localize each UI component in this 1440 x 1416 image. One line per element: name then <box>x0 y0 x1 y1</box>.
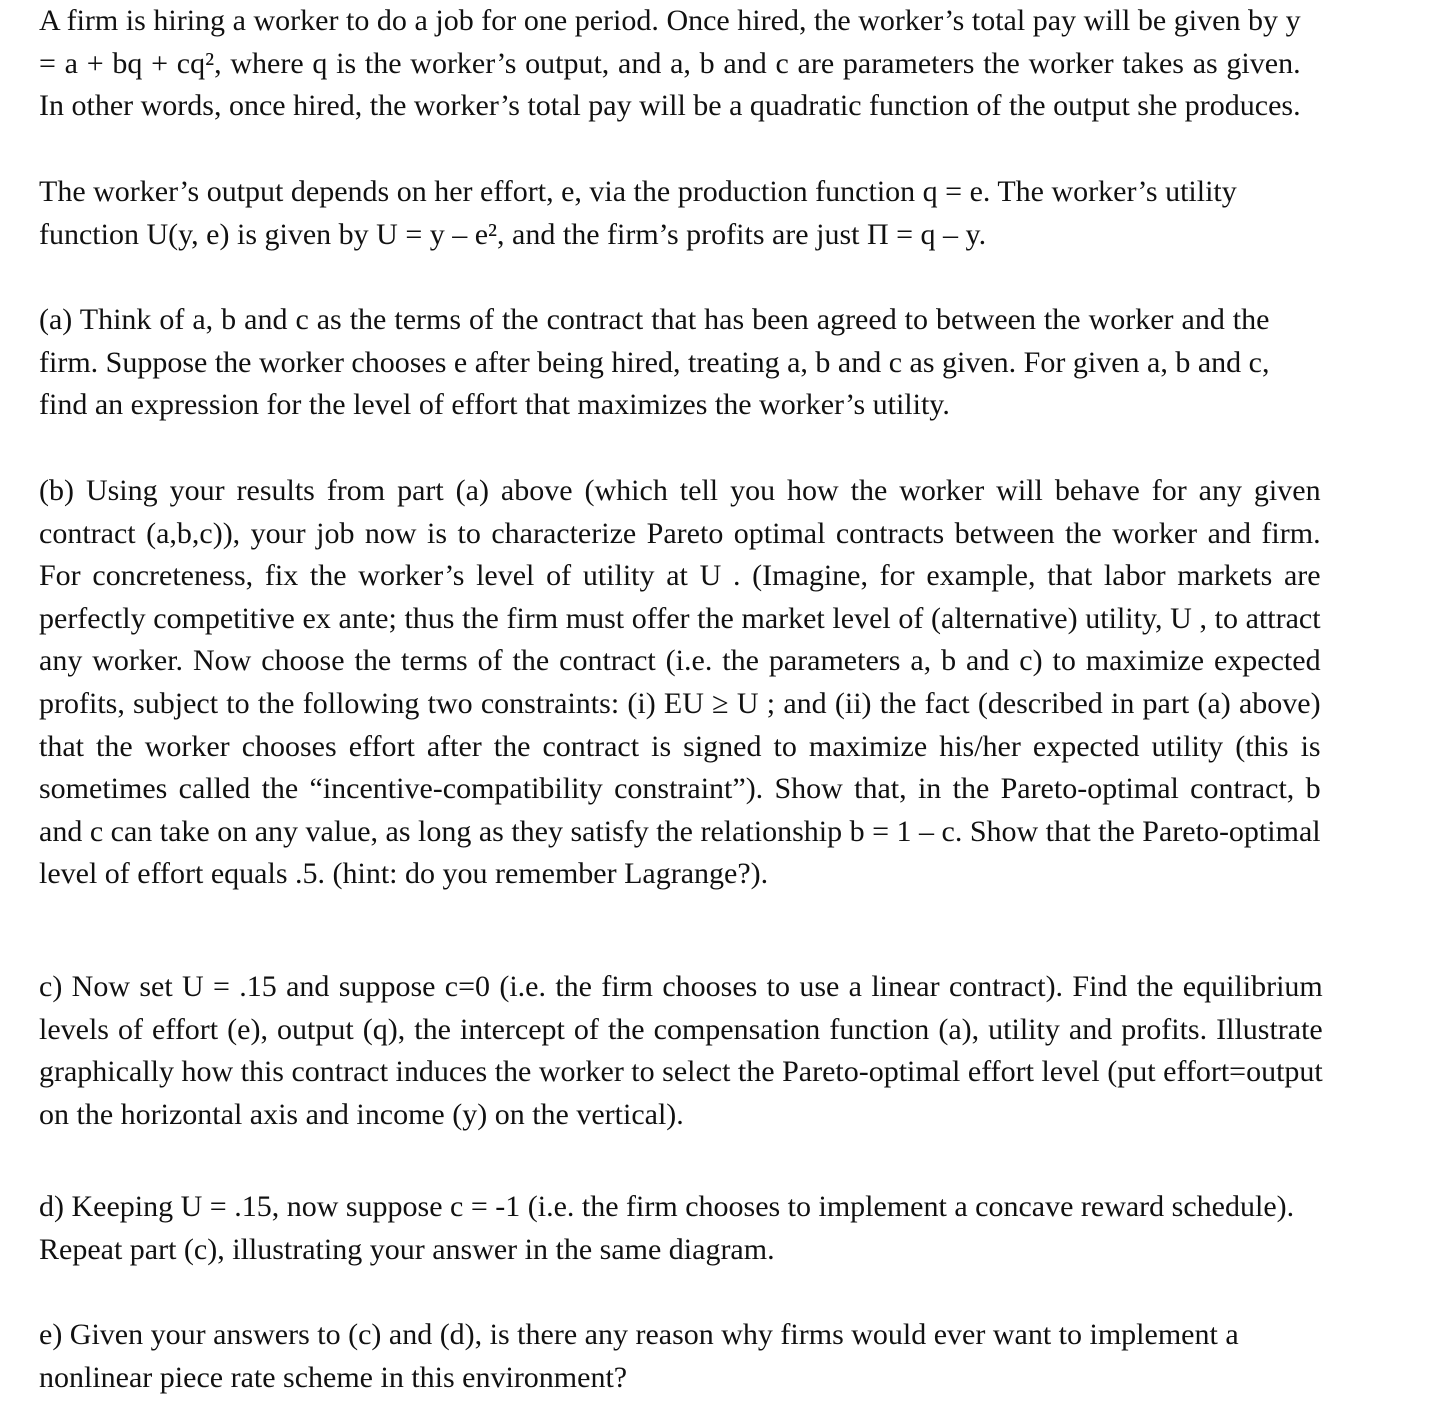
part-e-paragraph <box>39 1314 1239 1399</box>
text-line: and c can take on any value, as long as they satisfy the relationship b = 1 – c. Show that the Pareto-optimal <box>39 814 1321 848</box>
text-line: on the horizontal axis and income (y) on the vertical). <box>39 1097 684 1131</box>
text-line: level of effort equals .5. (hint: do you remember Lagrange?). <box>39 857 769 891</box>
text-line: In other words, once hired, the worker’s total pay will be a quadratic function of the output she produces. <box>39 89 1301 123</box>
intro-paragraph <box>39 0 1301 128</box>
text-line: contract (a,b,c)), your job now is to characterize Pareto optimal contracts between the worker and firm. <box>39 516 1321 550</box>
text-line: find an expression for the level of effort that maximizes the worker’s utility. <box>39 388 950 422</box>
model-paragraph <box>39 171 1237 256</box>
text-line: The worker’s output depends on her effort, e, via the production function q = e. The worker’s utility <box>39 175 1237 208</box>
part-a-paragraph <box>39 299 1269 427</box>
part-d-paragraph <box>39 1186 1294 1271</box>
text-line: (a) Think of a, b and c as the terms of the contract that has been agreed to between the worker and the <box>39 303 1270 336</box>
text-line: Repeat part (c), illustrating your answer in the same diagram. <box>39 1232 775 1266</box>
text-line: sometimes called the “incentive-compatibility constraint”). Show that, in the Pareto-optimal contract, b <box>39 772 1321 806</box>
text-line: any worker. Now choose the terms of the contract (i.e. the parameters a, b and c) to maximize expected <box>39 644 1321 678</box>
text-line: c) Now set U = .15 and suppose c=0 (i.e. the firm chooses to use a linear contract). Find the equilibrium <box>39 970 1323 1003</box>
text-line: function U(y, e) is given by U = y – e², and the firm’s profits are just Π = q – y. <box>39 217 987 251</box>
text-line: that the worker chooses effort after the contract is signed to maximize his/her expected utility (this is <box>39 729 1321 763</box>
text-line: levels of effort (e), output (q), the intercept of the compensation function (a), utility and profits. Illustrate <box>39 1012 1323 1046</box>
text-line: (b) Using your results from part (a) above (which tell you how the worker will behave for any given <box>39 474 1321 507</box>
part-c-paragraph <box>39 966 1323 1136</box>
part-b-paragraph <box>39 470 1321 896</box>
text-line: e) Given your answers to (c) and (d), is there any reason why firms would ever want to implement a <box>39 1318 1239 1351</box>
text-line: graphically how this contract induces the worker to select the Pareto-optimal effort level (put effort=output <box>39 1055 1323 1089</box>
text-line: For concreteness, fix the worker’s level of utility at U . (Imagine, for example, that labor markets are <box>39 559 1321 593</box>
text-line: firm. Suppose the worker chooses e after being hired, treating a, b and c as given. For given a, b and c, <box>39 345 1270 379</box>
text-line: = a + bq + cq², where q is the worker’s output, and a, b and c are parameters the worker takes as given. <box>39 46 1301 80</box>
text-line: A firm is hiring a worker to do a job for one period. Once hired, the worker’s total pay will be given by y <box>39 4 1301 37</box>
text-line: nonlinear piece rate scheme in this environment? <box>39 1360 628 1394</box>
text-line: profits, subject to the following two constraints: (i) EU ≥ U ; and (ii) the fact (described in part (a) above) <box>39 686 1321 720</box>
text-line: perfectly competitive ex ante; thus the firm must offer the market level of (alternative) utility, U , to attract <box>39 601 1321 635</box>
text-line: d) Keeping U = .15, now suppose c = -1 (i.e. the firm chooses to implement a concave reward schedule). <box>39 1190 1295 1223</box>
